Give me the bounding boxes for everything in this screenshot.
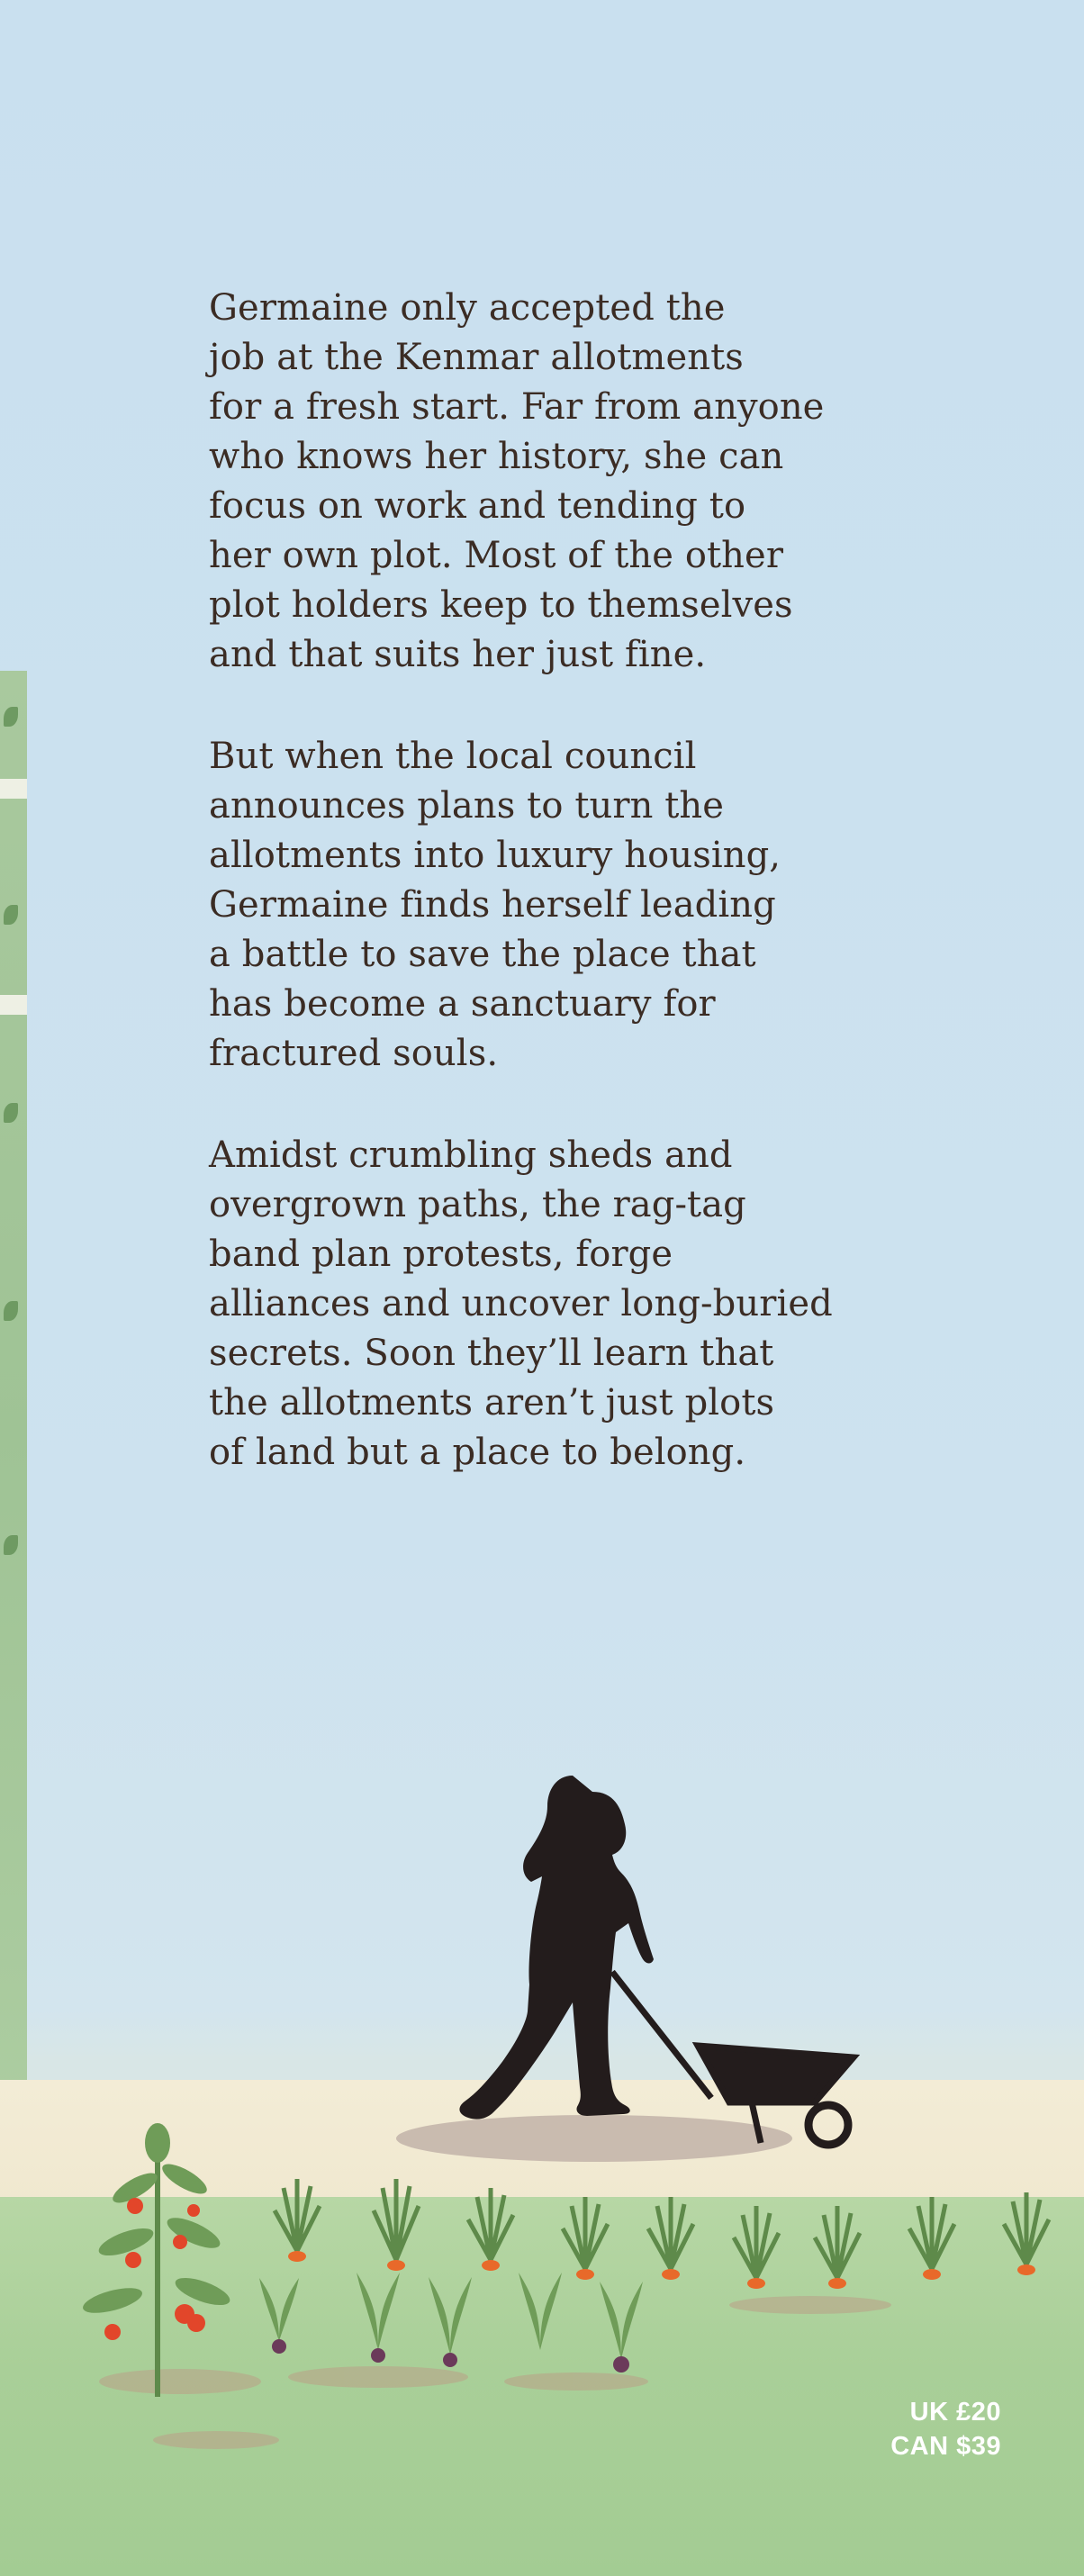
tomato-plant-icon [80, 2123, 233, 2397]
carrot-plant-icon [275, 2179, 320, 2262]
blurb-line: Germaine only accepted the [209, 287, 726, 329]
carrot-plant-icon [1004, 2192, 1049, 2275]
blurb-line: a battle to save the place that [209, 934, 756, 975]
figure-shadow [396, 2115, 792, 2162]
carrot-plant-icon [909, 2197, 954, 2280]
blurb-paragraph-3 [209, 1131, 1001, 1478]
leaf-icon [4, 707, 18, 727]
woman-silhouette-icon [459, 1776, 654, 2120]
carrot-plant-icon [648, 2197, 693, 2280]
blurb-line: job at the Kenmar allotments [209, 337, 744, 378]
blurb-text [209, 284, 1001, 1530]
soil-patches [99, 2296, 891, 2449]
price-uk: UK £20 [909, 2398, 1001, 2427]
beetroot-plant-icon [357, 2273, 400, 2363]
price-block [890, 2395, 1001, 2463]
beetroot-plant-icon [600, 2282, 643, 2373]
leaf-icon [4, 1103, 18, 1123]
blurb-line: allotments into luxury housing, [209, 835, 781, 876]
carrot-plant-row [275, 2179, 1049, 2289]
price-can: CAN $39 [890, 2432, 1001, 2461]
blurb-line: Germaine finds herself leading [209, 884, 776, 926]
blurb-line: of land but a place to belong. [209, 1432, 746, 1473]
beetroot-plant-icon [519, 2273, 562, 2350]
blurb-line: her own plot. Most of the other [209, 535, 784, 576]
carrot-plant-icon [468, 2188, 513, 2271]
blurb-paragraph-2 [209, 732, 1001, 1079]
blurb-line: the allotments aren’t just plots [209, 1382, 775, 1424]
spine-band [0, 779, 27, 799]
beetroot-plant-icon [429, 2277, 472, 2367]
spine-band [0, 995, 27, 1015]
blurb-line: and that suits her just fine. [209, 634, 707, 675]
blurb-line: alliances and uncover long-buried [209, 1283, 833, 1324]
blurb-line: focus on work and tending to [209, 485, 746, 527]
leaf-icon [4, 1535, 18, 1555]
blurb-line: plot holders keep to themselves [209, 584, 793, 626]
carrot-plant-icon [734, 2206, 779, 2289]
blurb-line: band plan protests, forge [209, 1234, 673, 1275]
carrot-plant-icon [374, 2179, 419, 2271]
blurb-line: Amidst crumbling sheds and [209, 1134, 733, 1176]
blurb-line: secrets. Soon they’ll learn that [209, 1333, 774, 1374]
carrot-plant-icon [815, 2206, 860, 2289]
beetroot-plant-row [259, 2273, 643, 2373]
leaf-icon [4, 905, 18, 925]
blurb-line: fractured souls. [209, 1033, 499, 1074]
leaf-icon [4, 1301, 18, 1321]
blurb-line: overgrown paths, the rag-tag [209, 1184, 746, 1225]
blurb-line: announces plans to turn the [209, 785, 725, 827]
carrot-plant-icon [563, 2197, 608, 2280]
blurb-line: who knows her history, she can [209, 436, 784, 477]
blurb-paragraph-1 [209, 284, 1001, 680]
blurb-line: for a fresh start. Far from anyone [209, 386, 825, 428]
blurb-line: But when the local council [209, 736, 697, 777]
beetroot-plant-icon [259, 2278, 299, 2354]
blurb-line: has become a sanctuary for [209, 983, 716, 1025]
